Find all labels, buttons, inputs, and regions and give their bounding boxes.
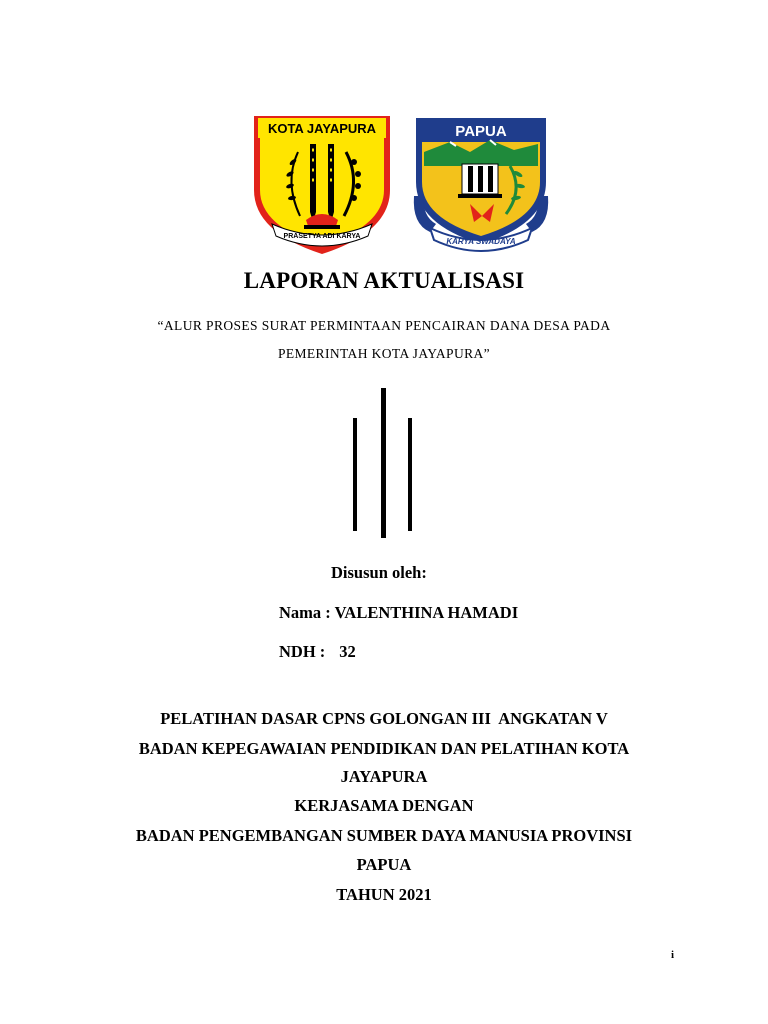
report-title: LAPORAN AKTUALISASI <box>243 268 525 293</box>
partner-institution-line-1: BADAN PENGEMBANGAN SUMBER DAYA MANUSIA PROVINSI <box>135 826 633 845</box>
authored-by-label: Disusun oleh: <box>331 563 427 582</box>
author-name-row <box>279 603 518 623</box>
name-value: VALENTHINA HAMADI <box>334 603 519 622</box>
training-program-line: PELATIHAN DASAR CPNS GOLONGAN III ANGKATAN V <box>160 709 608 728</box>
year-line: TAHUN 2021 <box>336 885 432 904</box>
ndh-row <box>279 642 356 662</box>
ndh-value: 32 <box>339 642 356 661</box>
decorative-bar-left <box>353 418 357 531</box>
institution-line-2: JAYAPURA <box>340 767 428 786</box>
page-number: i <box>671 949 675 961</box>
report-subtitle-line-1: “ALUR PROSES SURAT PERMINTAAN PENCAIRAN DANA DESA PADA <box>157 318 611 333</box>
decorative-bar-middle <box>381 388 386 538</box>
papua-emblem-icon <box>410 112 552 258</box>
institution-line-1: BADAN KEPEGAWAIAN PENDIDIKAN DAN PELATIHAN KOTA <box>138 739 630 758</box>
kota-jayapura-emblem-icon <box>250 112 394 258</box>
kota-emblem-label: KOTA JAYAPURA <box>267 121 377 136</box>
decorative-bar-right <box>408 418 412 531</box>
partner-institution-line-2: PAPUA <box>356 855 412 874</box>
report-subtitle-line-2: PEMERINTAH KOTA JAYAPURA” <box>277 346 491 361</box>
name-label: Nama : <box>279 603 331 622</box>
kota-emblem-motto: PRASETYA ADI KARYA <box>283 233 361 240</box>
papua-emblem-motto: KARYA SWADAYA <box>446 237 516 246</box>
papua-emblem-label: PAPUA <box>455 123 507 140</box>
ndh-label: NDH : <box>279 642 326 661</box>
cooperation-line: KERJASAMA DENGAN <box>294 796 474 815</box>
